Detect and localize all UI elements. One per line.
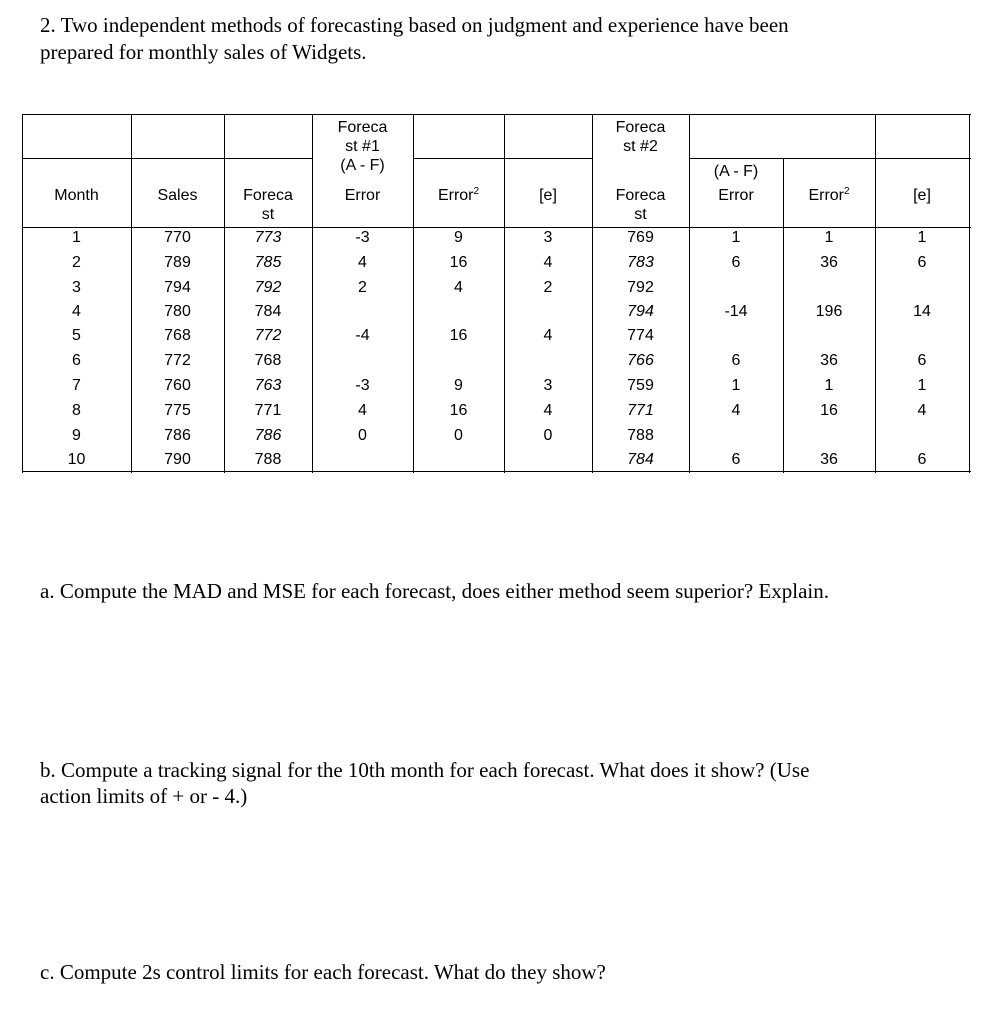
table-cell: 3 [72,279,81,296]
table-cell: 785 [254,254,282,271]
table-cell: 9 [454,229,463,246]
table-cell: 4 [454,279,463,296]
table-cell: 786 [254,427,282,444]
table-cell: 4 [731,402,741,419]
row-divider [689,158,971,159]
table-cell: 6 [917,451,927,468]
question-c: c. Compute 2s control limits for each forecast. What do they show? [40,960,606,984]
table-cell: 2 [543,279,553,296]
table-cell: 789 [164,254,191,271]
table-cell: 4 [358,402,367,419]
table-cell: 6 [72,352,81,369]
intro-line-2: prepared for monthly sales of Widgets. [40,40,367,64]
table-cell: 768 [254,352,282,369]
header-text: Foreca [615,119,666,136]
table-cell: 768 [164,327,191,344]
table-cell: 1 [917,229,927,246]
table-cell: 16 [449,327,468,344]
table-cell: 0 [543,427,553,444]
table-cell: 6 [917,352,927,369]
header-text: st [261,206,275,223]
header-abs-error2: [e] [913,187,931,204]
table-cell: 794 [164,279,191,296]
table-cell: 8 [72,402,81,419]
table-cell: 771 [627,402,654,419]
table-cell: 6 [731,451,741,468]
header-text: st [634,206,647,223]
table-cell: 0 [358,427,367,444]
table-cell: 9 [72,427,81,444]
table-cell: 4 [543,327,553,344]
table-cell: -4 [355,327,370,344]
table-cell: 36 [820,352,838,369]
table-cell: 772 [254,327,282,344]
question-b [40,757,940,809]
table-cell: 3 [543,377,553,394]
table-cell: 2 [358,279,367,296]
table-cell: -3 [355,377,370,394]
forecast2-ae-header: (A - F) [713,163,759,180]
table-cell: 766 [627,352,654,369]
table-cell: 792 [627,279,654,296]
table-cell: 783 [627,254,654,271]
table-cell: 36 [820,254,838,271]
table-cell: 1 [824,229,834,246]
table-cell: 774 [627,327,654,344]
header-text: Error [437,187,474,204]
header-month: Month [54,187,99,204]
header-text: st #1 [345,138,380,155]
question-b-line-2: action limits of + or - 4.) [40,784,248,808]
table-cell: 763 [254,377,282,394]
table-cell: 784 [254,303,282,320]
table-cell: 784 [627,451,654,468]
header-abs-error1: [e] [539,187,557,204]
superscript: 2 [473,186,480,197]
header-error2: Error [718,187,754,204]
table-cell: 4 [72,303,81,320]
header-forecast1 [224,186,312,224]
header-forecast2 [592,186,689,224]
table-cell: 7 [72,377,81,394]
table-border-top [22,114,971,115]
header-text: Foreca [243,187,293,204]
table-cell: 4 [543,402,553,419]
table-cell: 786 [164,427,191,444]
table-cell: 4 [543,254,553,271]
forecast1-group-header [312,118,413,175]
row-divider [413,158,592,159]
problem-intro [40,12,940,66]
table-cell: 6 [917,254,927,271]
table-border-right [969,114,970,473]
table-border-bottom [22,471,971,472]
question-b-line-1: b. Compute a tracking signal for the 10th month for each forecast. What does it show? (Use [40,758,810,782]
table-cell: 1 [731,229,741,246]
table-cell: 788 [627,427,654,444]
header-error1: Error [344,187,381,204]
table-cell: 780 [164,303,191,320]
table-cell: 772 [164,352,191,369]
table-cell: 1 [824,377,834,394]
forecast2-group-header [592,118,689,156]
table-cell: 196 [815,303,843,320]
table-cell: 16 [820,402,838,419]
table-cell: 760 [164,377,191,394]
table-cell: 0 [454,427,463,444]
table-cell: 10 [67,451,86,468]
header-text: Foreca [337,119,388,136]
intro-line-1: 2. Two independent methods of forecasting based on judgment and experience have been [40,13,789,37]
table-cell: 4 [358,254,367,271]
table-cell: 5 [72,327,81,344]
table-cell: 14 [913,303,931,320]
question-a: a. Compute the MAD and MSE for each forecast, does either method seem superior? Explain. [40,579,830,603]
table-cell: 1 [72,229,81,246]
table-cell: 2 [72,254,81,271]
table-cell: 788 [254,451,282,468]
table-cell: 775 [164,402,191,419]
table-cell: 790 [164,451,191,468]
table-cell: 773 [254,229,282,246]
table-cell: 1 [917,377,927,394]
forecast-table [22,114,971,473]
table-cell: 3 [543,229,553,246]
table-cell: 771 [254,402,282,419]
header-sales: Sales [157,187,198,204]
table-cell: 794 [627,303,654,320]
table-cell: 6 [731,254,741,271]
table-cell: 6 [731,352,741,369]
table-cell: 16 [449,254,468,271]
header-text: st #2 [623,138,658,155]
table-cell: -14 [724,303,748,320]
table-cell: 4 [917,402,927,419]
header-text: Foreca [615,187,666,204]
header-error2-squared [783,186,875,205]
table-cell: 36 [820,451,838,468]
table-cell: 769 [627,229,654,246]
table-cell: 770 [164,229,191,246]
header-text: Error [808,187,844,204]
table-cell: 792 [254,279,282,296]
table-cell: -3 [355,229,370,246]
table-cell: 9 [454,377,463,394]
superscript: 2 [844,186,850,197]
header-error1-squared [413,186,504,205]
table-cell: 1 [731,377,741,394]
table-cell: 16 [449,402,468,419]
table-cell: 759 [627,377,654,394]
header-text: (A - F) [340,157,385,174]
row-divider [22,158,312,159]
